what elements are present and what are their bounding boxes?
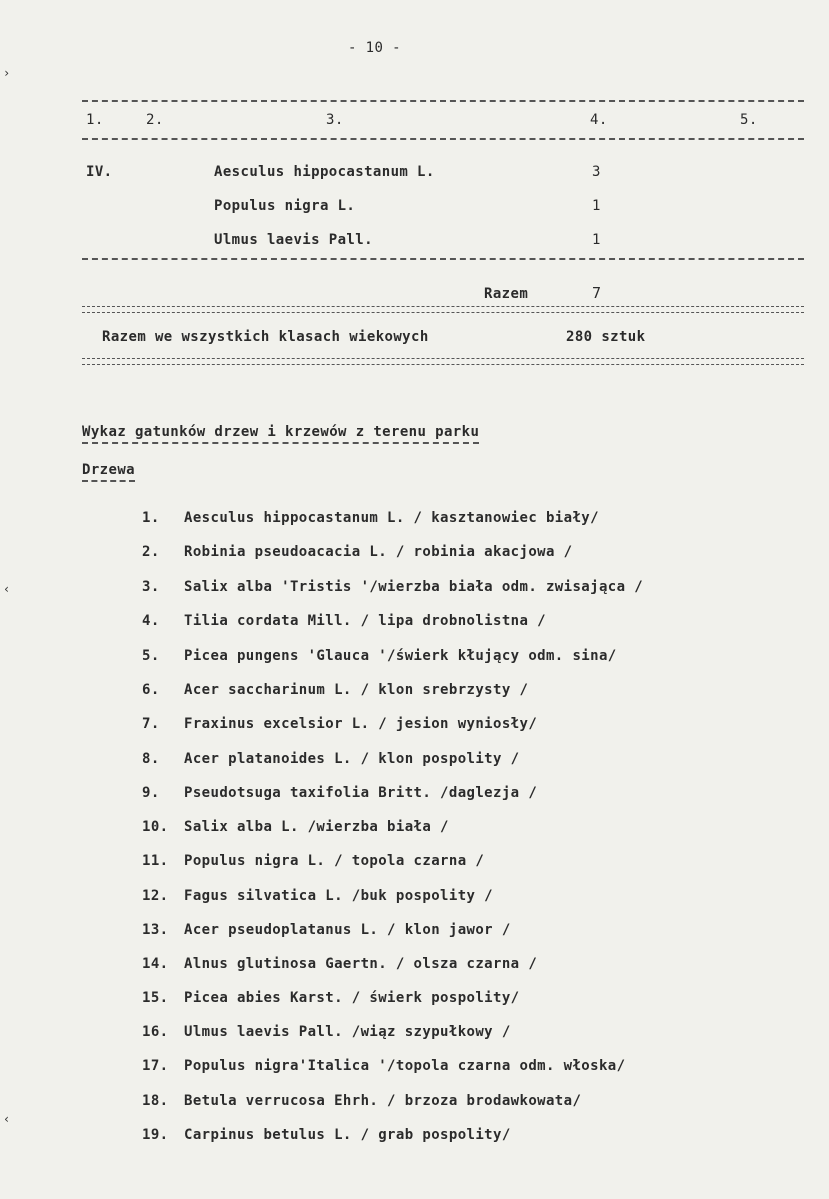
- double-rule: [82, 306, 804, 313]
- list-item: 9. Pseudotsuga taxifolia Britt. /daglezja /: [142, 785, 538, 801]
- col-header-1: 1.: [86, 112, 104, 128]
- list-item: 13. Acer pseudoplatanus L. / klon jawor /: [142, 922, 511, 938]
- list-item: 17. Populus nigra'Italica '/topola czarna odm. włoska/: [142, 1058, 626, 1074]
- list-item: 2. Robinia pseudoacacia L. / robinia akacjowa /: [142, 544, 573, 560]
- table-header-rule: [82, 138, 804, 140]
- row-count: 1: [592, 198, 601, 214]
- list-item: 1. Aesculus hippocastanum L. / kasztanowiec biały/: [142, 510, 599, 526]
- double-rule: [82, 358, 804, 365]
- subtotal-label: Razem: [484, 286, 529, 302]
- table-top-rule: [82, 100, 804, 102]
- section-title: Wykaz gatunków drzew i krzewów z terenu parku: [82, 424, 479, 444]
- list-item: 12. Fagus silvatica L. /buk pospolity /: [142, 888, 494, 904]
- col-header-3: 3.: [326, 112, 344, 128]
- list-item: 10. Salix alba L. /wierzba biała /: [142, 819, 449, 835]
- list-item: 16. Ulmus laevis Pall. /wiąz szypułkowy /: [142, 1024, 511, 1040]
- list-item: 11. Populus nigra L. / topola czarna /: [142, 853, 485, 869]
- list-item: 3. Salix alba 'Tristis '/wierzba biała odm. zwisająca /: [142, 579, 644, 595]
- list-item: 5. Picea pungens 'Glauca '/świerk kłujący odm. sina/: [142, 648, 617, 664]
- list-item: 15. Picea abies Karst. / świerk pospolity/: [142, 990, 520, 1006]
- list-item: 6. Acer saccharinum L. / klon srebrzysty /: [142, 682, 529, 698]
- subtotal-value: 7: [592, 284, 602, 302]
- row-count: 3: [592, 164, 601, 180]
- list-item: 18. Betula verrucosa Ehrh. / brzoza brodawkowata/: [142, 1093, 582, 1109]
- row-species: Aesculus hippocastanum L.: [214, 164, 435, 180]
- total-value: 280 sztuk: [566, 329, 646, 345]
- table-bottom-rule: [82, 258, 804, 260]
- col-header-5: 5.: [740, 112, 758, 128]
- subsection-title: Drzewa: [82, 462, 135, 482]
- row-count: 1: [592, 232, 601, 248]
- margin-mark: ‹: [3, 582, 11, 596]
- list-item: 14. Alnus glutinosa Gaertn. / olsza czarna /: [142, 956, 538, 972]
- list-item: 4. Tilia cordata Mill. / lipa drobnolistna /: [142, 613, 546, 629]
- row-species: Ulmus laevis Pall.: [214, 232, 373, 248]
- total-label: Razem we wszystkich klasach wiekowych: [102, 329, 429, 345]
- col-header-4: 4.: [590, 112, 608, 128]
- margin-mark: ‹: [3, 1112, 11, 1126]
- list-item: 19. Carpinus betulus L. / grab pospolity/: [142, 1127, 511, 1143]
- list-item: 7. Fraxinus excelsior L. / jesion wyniosły/: [142, 716, 538, 732]
- row-class: IV.: [86, 164, 113, 180]
- col-header-2: 2.: [146, 112, 164, 128]
- page-number: - 10 -: [348, 40, 401, 56]
- row-species: Populus nigra L.: [214, 198, 356, 214]
- margin-mark: ›: [3, 66, 11, 80]
- list-item: 8. Acer platanoides L. / klon pospolity /: [142, 751, 520, 767]
